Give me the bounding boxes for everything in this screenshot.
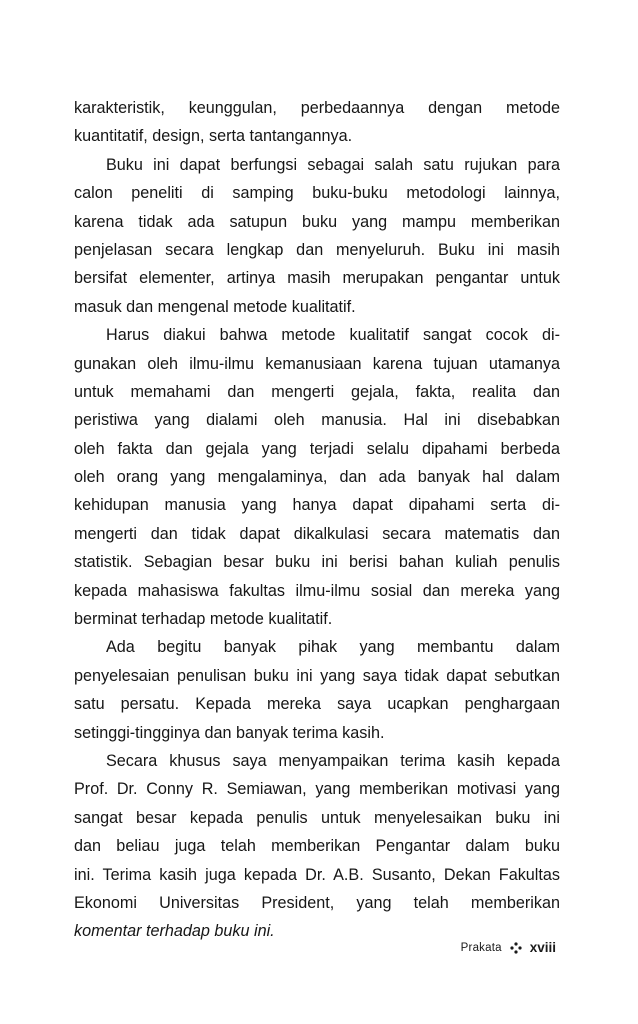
page-footer [461,940,556,955]
text-line: statistik. Sebagian besar buku ini berisi bahan kuliah penulis [74,553,560,572]
running-footer-label: Prakata [460,941,502,954]
text-line: Prof. Dr. Conny R. Semiawan, yang memberikan motivasi yang [74,780,560,799]
text-line: satu persatu. Kepada mereka saya ucapkan penghargaan [74,695,560,714]
text-line: komentar terhadap buku ini. [74,922,275,941]
text-line: Buku ini dapat berfungsi sebagai salah satu rujukan para [106,155,560,174]
text-line: karena tidak ada satupun buku yang mampu memberikan [74,212,560,231]
text-line: setinggi-tingginya dan banyak terima kasih. [74,723,385,742]
text-line: calon peneliti di samping buku-buku metodologi lainnya, [74,184,560,203]
text-line: masuk dan mengenal metode kualitatif. [74,297,356,316]
text-line: kepada mahasiswa fakultas ilmu-ilmu sosial dan mereka yang [74,581,560,600]
page-number: xviii [529,940,556,955]
text-line: kuantitatif, design, serta tantangannya. [74,127,353,146]
text-line: kehidupan manusia yang hanya dapat dipahami serta di- [74,496,560,515]
text-line: sangat besar kepada penulis untuk menyelesaikan buku ini [74,808,560,827]
body-text [74,94,560,946]
four-dot-diamond-icon [510,942,522,954]
text-line: karakteristik, keunggulan, perbedaannya dengan metode [74,99,560,117]
text-line: penyelesaian penulisan buku ini yang saya tidak dapat sebutkan [74,666,560,685]
text-line: ini. Terima kasih juga kepada Dr. A.B. Susanto, Dekan Fakultas [74,865,560,884]
text-line: Harus diakui bahwa metode kualitatif sangat cocok di- [106,326,560,345]
text-line: dan beliau juga telah memberikan Pengantar dalam buku [74,837,560,856]
text-line: penjelasan secara lengkap dan menyeluruh. Buku ini masih [74,240,560,259]
text-line: Ekonomi Universitas President, yang telah memberikan [74,893,560,912]
text-line: oleh orang yang mengalaminya, dan ada banyak hal dalam [74,468,560,487]
text-line: peristiwa yang dialami oleh manusia. Hal ini disebabkan [74,411,560,430]
text-line: untuk memahami dan mengerti gejala, fakta, realita dan [74,382,560,401]
text-line: oleh fakta dan gejala yang terjadi selalu dipahami berbeda [74,439,560,458]
text-line: Secara khusus saya menyampaikan terima kasih kepada [106,751,560,770]
text-line: Ada begitu banyak pihak yang membantu dalam [106,638,560,657]
text-line: berminat terhadap metode kualitatif. [74,610,333,629]
text-line: mengerti dan tidak dapat dikalkulasi secara matematis dan [74,524,560,543]
text-line: bersifat elementer, artinya masih merupakan pengantar untuk [74,269,560,288]
text-line: gunakan oleh ilmu-ilmu kemanusiaan karena tujuan utamanya [74,354,560,373]
